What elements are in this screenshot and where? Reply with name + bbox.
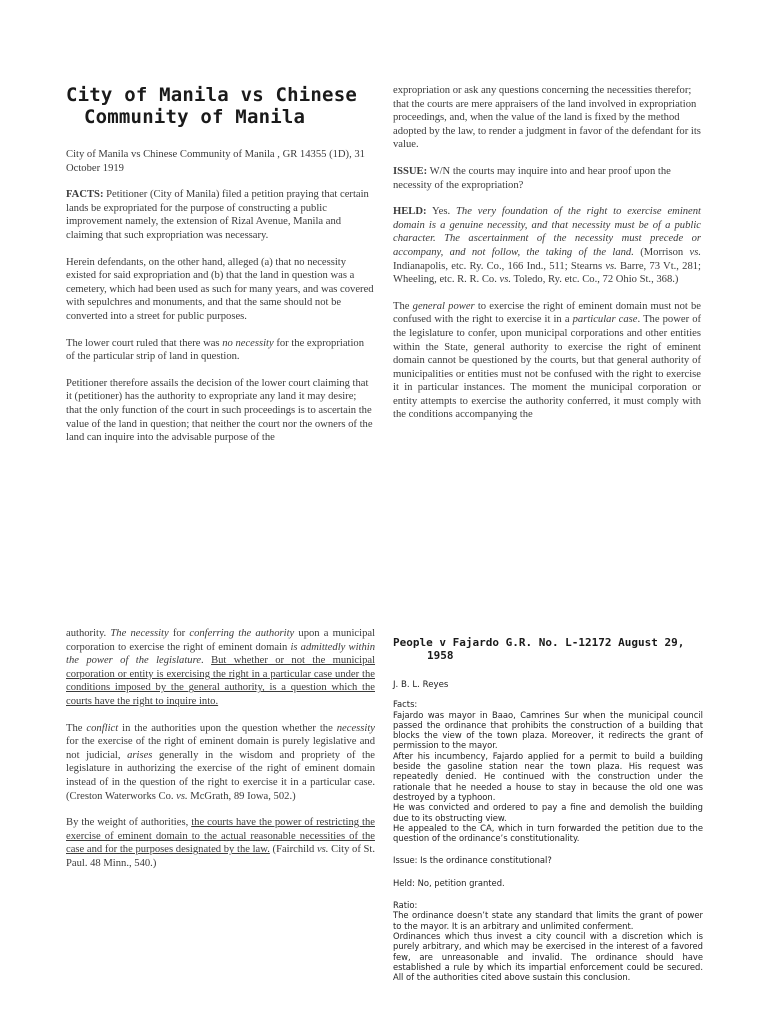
case1-petitioner: Petitioner therefore assails the decision of the lower court claiming that it (petitioner) has the authority to expropriate any land it may desire; that the only function of the court in such proceedings is to ascertain the value of the land in question; that neither the court nor the owners of the land can inquire into the advisable purpose of the xyxy=(66,377,373,444)
case2-issue: Issue: Is the ordinance constitutional? xyxy=(393,855,552,866)
gp-text: to exercise the right of eminent domain must not be confused with the right to exercise it in a xyxy=(393,300,701,326)
conf-emphasis: conflict xyxy=(86,722,119,734)
held-cite-vs: vs. xyxy=(499,274,511,286)
bottom-right-column xyxy=(393,636,703,994)
held-label: HELD: xyxy=(393,206,427,218)
case2-facts-2: After his incumbency, Fajardo applied for a permit to build a building beside the gasoline station near the town plaza. His request was repeatedly denied. He continued with the construction under the rationale that he needed a house to stay in because the old one was destroyed by a typhoon. xyxy=(393,750,703,802)
case2-ratio-1: The ordinance doesn’t state any standard that limits the grant of power to the mayor. It is an arbitrary and unlimited conferment. xyxy=(393,910,703,931)
gp-emphasis: general power xyxy=(412,300,475,312)
case2-held: Held: No, petition granted. xyxy=(393,877,505,888)
wt-text: By the weight of authorities, xyxy=(66,817,192,829)
gp-emphasis: particular case xyxy=(572,314,638,326)
held-answer: Yes. xyxy=(426,206,457,218)
case1-title-line2: Community of Manila xyxy=(84,106,306,128)
issue-label: ISSUE: xyxy=(393,165,428,177)
case1-general-power xyxy=(393,300,701,422)
case2-facts-3: He was convicted and ordered to pay a fine and demolish the building due to its obstructing view. xyxy=(393,802,703,823)
held-cite-vs: vs. xyxy=(689,246,701,258)
conf-text: McGrath, 89 Iowa, 502.) xyxy=(187,790,296,802)
conf-text: for the exercise of the right of eminent domain is purely legislative and not judicial, xyxy=(66,736,375,761)
facts-label: FACTS: xyxy=(66,189,104,201)
lower-court-text: The lower court ruled that there was xyxy=(66,337,223,349)
auth-emphasis: is admittedly within the power of the legislature xyxy=(66,641,375,667)
held-cite: Toledo, Ry. etc. Co., 72 Ohio St., 368.) xyxy=(511,274,679,286)
case1-defendants: Herein defendants, on the other hand, alleged (a) that no necessity existed for said expropriation and (b) that the land in question was a cemetery, which had been used as such for many years, and was covered with sepulchres and monuments, and that the same should not be converted into a street for public purposes. xyxy=(66,256,374,322)
gp-text: . The power of the legislature to confer, upon municipal corporations and other entities within the State, general authority to exercise the right of eminent domain cannot be questioned by the courts, but that general authority of municipalities or entities must not be confused with the right to exercise it in particular instances. The moment the municipal corporation or entity attempts to exercise the authority conferred, it must comply with the conditions accompanying the xyxy=(393,314,702,421)
facts-text: Petitioner (City of Manila) filed a petition praying that certain lands be expropriated for the purpose of constructing a public improvement namely, the extension of Rizal Avenue, Manila and claiming that such expropriation was necessary. xyxy=(66,189,369,241)
case1-conflict xyxy=(66,722,375,804)
case2-ratio-2: Ordinances which thus invest a city council with a discretion which is purely arbitrary, and which may be exercised in the interest of a favored few, are unreasonable and invalid. The ordinance should have established a rule by which its impartial enforcement could be secured. All of the authorities cited above sustain this conclusion. xyxy=(393,930,703,983)
lower-court-emphasis: no necessity xyxy=(222,337,274,349)
held-cite-vs: vs. xyxy=(605,260,617,272)
top-left-column xyxy=(66,84,374,458)
wt-underlined: the courts have the power of restricting the exercise of eminent domain to the actual reasonable necessities of the case and for the purposes designated by the law. xyxy=(66,817,375,856)
case1-citation: City of Manila vs Chinese Community of Manila , GR 14355 (1D), 31 October 1919 xyxy=(66,149,365,174)
auth-underlined: But whether or not the municipal corporation or entity is exercising the right in a particular case under the conditions imposed by the general authority, is a question which the courts have the right to inquire into. xyxy=(66,655,376,707)
wt-text: (Fairchild xyxy=(269,844,317,856)
case2-ratio-label: Ratio: xyxy=(393,900,418,911)
case2-title-line1: People v Fajardo G.R. No. L-12172 August 29, xyxy=(393,636,685,649)
case2-facts-1: Fajardo was mayor in Baao, Camrines Sur when the municipal council passed the ordinance that prohibits the construction of a building that blocks the view of the town plaza. Moreover, it redirects the grant of permission to the mayor. xyxy=(393,709,703,751)
case1-held xyxy=(393,205,701,287)
conf-text: generally in the wisdom and propriety of the legislature in authorizing the exercise of the right of eminent domain instead of in the question of the right to exercise it in a particular case. (Creston Waterworks Co. xyxy=(66,749,375,802)
case1-title-line1: City of Manila vs Chinese xyxy=(66,84,357,106)
case1-weight xyxy=(66,816,375,870)
held-cite: Barre, 73 Vt., 281; Wheeling, etc. R. R. Co. xyxy=(393,260,701,286)
auth-text: . xyxy=(201,655,212,667)
auth-emphasis: conferring the authority xyxy=(189,628,295,639)
case1-continued: expropriation or ask any questions concerning the necessities therefor; that the courts are mere appraisers of the land involved in expropriation proceedings, and, when the value of the land is fixed by the method adopted by the law, to render a judgment in favor of the defendant for its value. xyxy=(393,85,701,151)
auth-text: upon a municipal corporation to exercise the right of eminent domain xyxy=(66,628,376,653)
held-cite: (Morrison xyxy=(633,246,690,258)
top-right-column xyxy=(393,84,701,435)
case1-authority xyxy=(66,627,375,709)
issue-text: W/N the courts may inquire into and hear proof upon the necessity of the expropriation? xyxy=(393,165,671,191)
held-cite: Indianapolis, etc. Ry. Co., 166 Ind., 511; Stearns xyxy=(393,260,606,272)
case2-title xyxy=(393,636,703,662)
auth-text: for xyxy=(168,628,190,639)
case1-title xyxy=(66,84,374,128)
auth-emphasis: The necessity xyxy=(110,628,169,639)
case2-title-line2: 1958 xyxy=(427,649,454,662)
case1-lower-court xyxy=(66,337,374,364)
case1-issue xyxy=(393,165,701,192)
case1-facts xyxy=(66,188,374,242)
auth-text: authority. xyxy=(66,628,111,639)
case2-facts-label: Facts: xyxy=(393,699,418,710)
case2-author: J. B. L. Reyes xyxy=(393,680,449,690)
conf-emphasis: necessity xyxy=(336,722,375,734)
conf-text: The xyxy=(66,722,87,734)
bottom-left-column xyxy=(66,627,375,884)
held-italic: The very foundation of the right to exercise eminent domain is a genuine necessity, and that necessity must be of a public character. The ascertainment of the necessity must precede or accompany, and not follow, the taking of the land. xyxy=(393,206,701,258)
wt-vs: vs. xyxy=(316,844,329,856)
case2-ratio xyxy=(393,900,703,982)
conf-text: in the authorities upon the question whether the xyxy=(118,722,337,734)
gp-text: The xyxy=(393,300,413,312)
conf-emphasis: arises xyxy=(127,749,153,761)
wt-text: City of St. Paul. 48 Minn., 540.) xyxy=(66,844,376,869)
case2-facts-4: He appealed to the CA, which in turn forwarded the petition due to the question of the ordinance’s constitutionality. xyxy=(393,822,703,844)
case2-facts xyxy=(393,699,703,843)
lower-court-text-end: for the expropriation of the particular strip of land in question. xyxy=(66,337,364,363)
conf-vs: vs. xyxy=(176,790,188,802)
